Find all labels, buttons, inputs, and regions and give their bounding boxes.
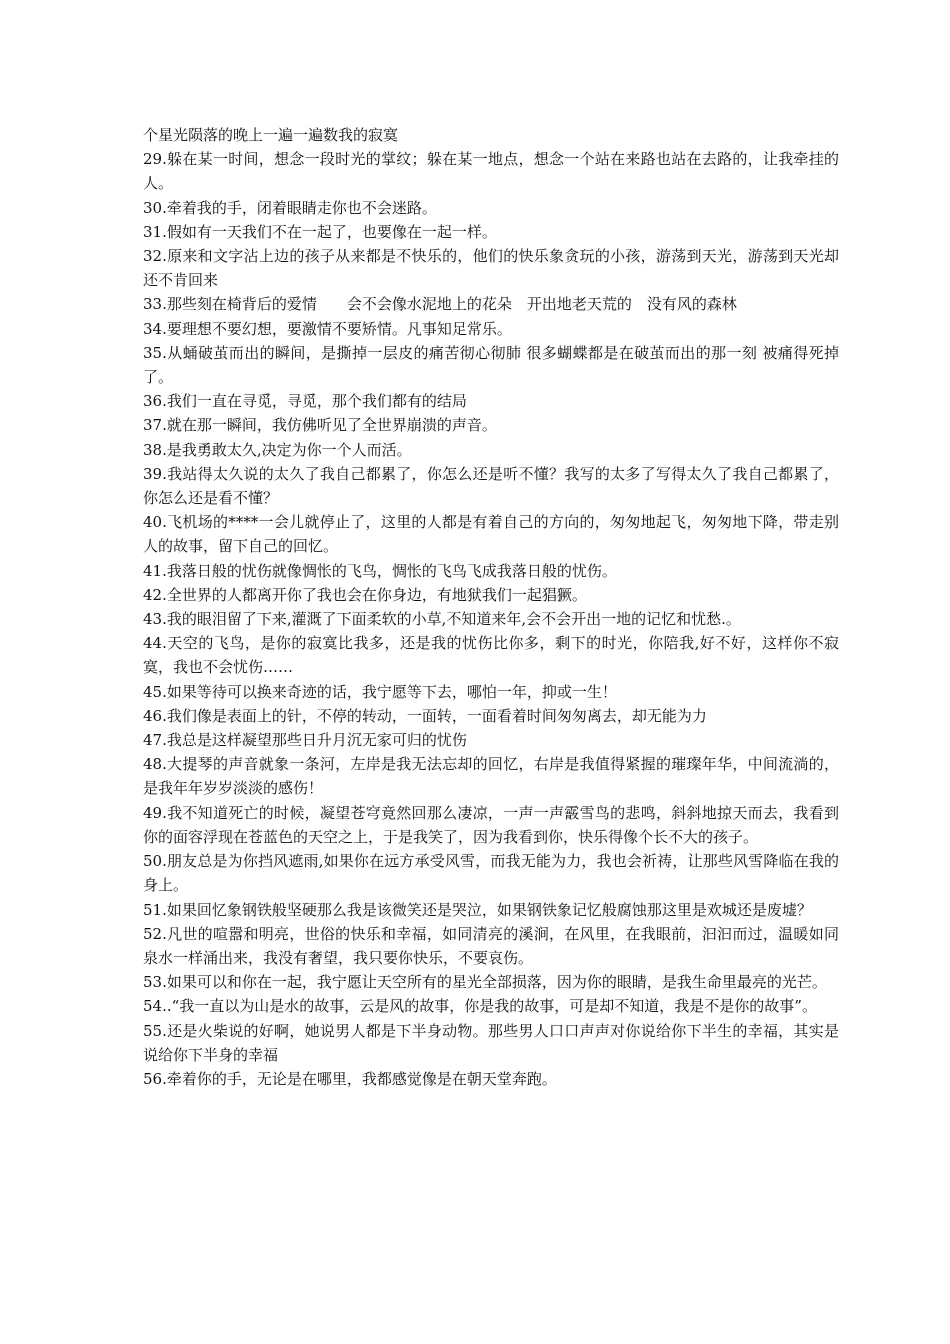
paragraph-50: 50.朋友总是为你挡风遮雨,如果你在远方承受风雪，而我无能为力，我也会祈祷，让那些风雪降临在我的身上。 [143, 852, 839, 895]
paragraph-40: 40.飞机场的****一会儿就停止了，这里的人都是有着自己的方向的，匆匆地起飞，匆匆地下降，带走别人的故事，留下自己的回忆。 [143, 513, 839, 556]
paragraph-38: 38.是我勇敢太久,决定为你一个人而活。 [143, 440, 412, 459]
paragraph-47: 47.我总是这样凝望那些日升月沉无家可归的忧伤 [143, 731, 467, 750]
paragraph-29: 29.躲在某一时间，想念一段时光的掌纹；躲在某一地点，想念一个站在来路也站在去路的，让我牵挂的人。 [143, 150, 839, 193]
paragraph-35: 35.从蛹破茧而出的瞬间，是撕掉一层皮的痛苦彻心彻肺 很多蝴蝶都是在破茧而出的那一刻 被痛得死掉了。 [143, 343, 839, 387]
paragraph-31: 31.假如有一天我们不在一起了，也要像在一起一样。 [143, 222, 497, 241]
paragraph-43: 43.我的眼泪留了下来,灌溉了下面柔软的小草,不知道来年,会不会开出一地的记忆和忧愁.。 [143, 610, 741, 629]
paragraph-56: 56.牵着你的手，无论是在哪里，我都感觉像是在朝天堂奔跑。 [143, 1069, 557, 1088]
paragraph-54: 54..“我一直以为山是水的故事，云是风的故事，你是我的故事，可是却不知道，我是不是你的故事”。 [143, 997, 817, 1016]
paragraph-45: 45.如果等待可以换来奇迹的话，我宁愿等下去，哪怕一年，抑或一生！ [143, 682, 617, 701]
paragraph-32: 32.原来和文字沾上边的孩子从来都是不快乐的，他们的快乐象贪玩的小孩，游荡到天光，游荡到天光却还不肯回来 [143, 247, 839, 290]
paragraph-39: 39.我站得太久说的太久了我自己都累了，你怎么还是听不懂？我写的太多了写得太久了我自己都累了，你怎么还是看不懂？ [143, 464, 839, 508]
paragraph-36: 36.我们一直在寻觅，寻觅，那个我们都有的结局 [143, 392, 467, 411]
paragraph-44: 44.天空的飞鸟，是你的寂寞比我多，还是我的忧伤比你多，剩下的时光，你陪我,好不好，这样你不寂寞，我也不会忧伤…… [143, 634, 839, 677]
paragraph-49: 49.我不知道死亡的时候，凝望苍穹竟然回那么凄凉，一声一声霰雪鸟的悲鸣，斜斜地掠天而去，我看到你的面容浮现在苍蓝色的天空之上，于是我笑了，因为我看到你，快乐得像个长不大的孩子。 [143, 803, 839, 846]
paragraph-55: 55.还是火柴说的好啊，她说男人都是下半身动物。那些男人口口声声对你说给你下半生的幸福，其实是说给你下半身的幸福 [143, 1021, 839, 1064]
paragraph-46: 46.我们像是表面上的针，不停的转动，一面转，一面看着时间匆匆离去，却无能为力 [143, 706, 707, 725]
paragraph-continuation: 个星光陨落的晚上一遍一遍数我的寂寞 [143, 126, 399, 144]
paragraph-34: 34.要理想不要幻想，要激情不要矫情。凡事知足常乐。 [143, 319, 512, 338]
paragraph-30: 30.牵着我的手，闭着眼睛走你也不会迷路。 [143, 198, 437, 217]
paragraph-33: 33.那些刻在椅背后的爱情 会不会像水泥地上的花朵 开出地老天荒的 没有风的森林 [143, 295, 737, 314]
paragraph-52: 52.凡世的喧嚣和明亮，世俗的快乐和幸福，如同清亮的溪涧，在风里，在我眼前，汩汩而过，温暖如同泉水一样涌出来，我没有奢望，我只要你快乐，不要哀伤。 [143, 924, 839, 967]
paragraph-41: 41.我落日般的忧伤就像惆怅的飞鸟，惆怅的飞鸟飞成我落日般的忧伤。 [143, 561, 617, 580]
paragraph-51: 51.如果回忆象钢铁般坚硬那么我是该微笑还是哭泣，如果钢铁象记忆般腐蚀那这里是欢城还是废墟？ [143, 900, 812, 919]
paragraph-53: 53.如果可以和你在一起，我宁愿让天空所有的星光全部损落，因为你的眼睛，是我生命里最亮的光芒。 [143, 973, 827, 992]
paragraph-42: 42.全世界的人都离开你了我也会在你身边，有地狱我们一起猖獗。 [143, 585, 587, 604]
paragraph-37: 37.就在那一瞬间，我仿佛听见了全世界崩溃的声音。 [143, 416, 497, 435]
paragraph-48: 48.大提琴的声音就象一条河，左岸是我无法忘却的回忆，右岸是我值得紧握的璀璨年华，中间流淌的，是我年年岁岁淡淡的感伤！ [143, 755, 839, 798]
document-body [143, 123, 839, 1091]
